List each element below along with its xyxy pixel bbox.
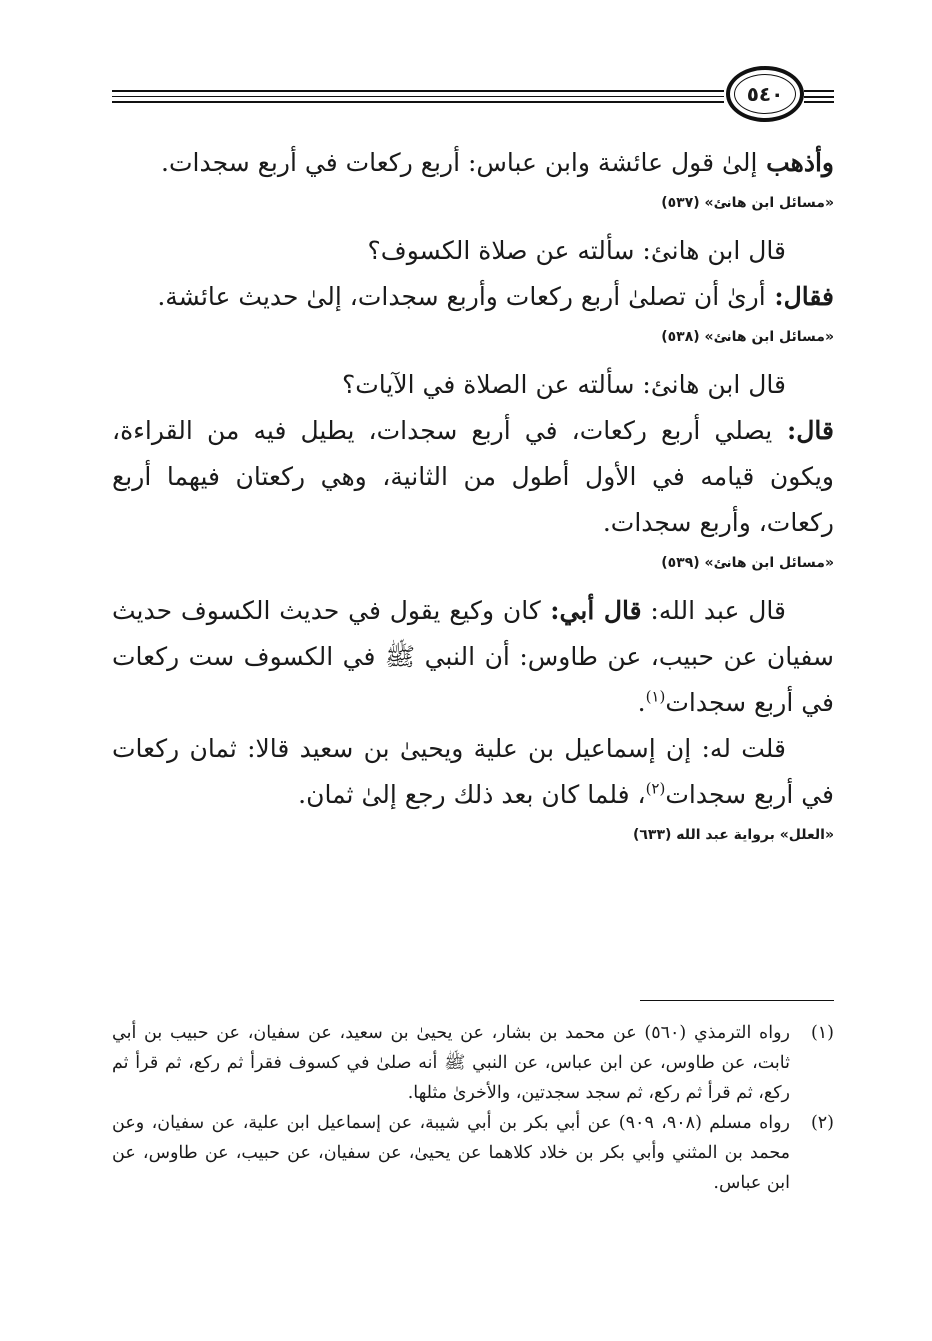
speaker-label: قال: (772, 416, 834, 445)
header-rule (804, 90, 834, 92)
footnote (112, 1108, 834, 1198)
paragraph (112, 140, 834, 186)
text-run: كان وكيع يقول في حديث الكسوف حديث سفيان عن حبيب، عن طاوس: أن النبي ﷺ في الكسوف ست ركعات في أربع سجدات (112, 596, 834, 717)
footnote-number: (١) (810, 1023, 834, 1043)
footnote-ref: (٢) (645, 779, 666, 798)
paragraph (112, 726, 834, 818)
text-run: قلت له: إن إسماعيل بن علية ويحيىٰ بن سعيد قالا: ثمان ركعات في أربع سجدات (112, 734, 834, 809)
footnote-text: رواه مسلم (٩٠٨، ٩٠٩) عن أبي بكر بن أبي شيبة، عن إسماعيل ابن علية، عن سفيان، وعن محمد بن المثني وأبي بكر بن خلاد كلاهما عن يحيىٰ، عن سفيان، عن حبيب، عن طاوس، عن ابن عباس. (112, 1113, 791, 1193)
text-run: يصلي أربع ركعات، في أربع سجدات، يطيل فيه من القراءة، ويكون قيامه في الأول أطول من الثانية، وهي ركعتان فيهما أربع ركعات، وأربع سجدات. (112, 416, 834, 537)
header-rule (804, 96, 834, 98)
text-run: إلىٰ قول عائشة وابن عباس: أربع ركعات في أربع سجدات. (161, 148, 758, 177)
page-header (112, 66, 834, 124)
header-rule (804, 101, 834, 103)
page-number: ٥٤٠ (746, 82, 784, 106)
text-run: ، فلما كان بعد ذلك رجع إلىٰ ثمان. (298, 780, 646, 809)
main-text (112, 140, 834, 860)
source-citation: «العلل» برواية عبد الله (٦٣٣) (632, 827, 834, 843)
text-run: قال عبد الله: (641, 596, 786, 625)
footnote-ref: (١) (645, 687, 666, 706)
source-citation: «مسائل ابن هانئ» (٥٣٧) (661, 195, 834, 211)
header-rule (112, 96, 724, 97)
text-run: قال ابن هانئ: سألته عن صلاة الكسوف؟ (367, 236, 786, 265)
text-run: . (637, 688, 646, 717)
paragraph (112, 274, 834, 320)
page-number-badge (726, 66, 804, 122)
paragraph (112, 408, 834, 546)
footnote (112, 1018, 834, 1108)
text-run: قال ابن هانئ: سألته عن الصلاة في الآيات؟ (341, 370, 786, 399)
text-run: أرىٰ أن تصلىٰ أربع ركعات وأربع سجدات، إلىٰ حديث عائشة. (157, 282, 766, 311)
speaker-label: وأذهب (757, 148, 834, 177)
paragraph (112, 362, 834, 408)
source-citation: «مسائل ابن هانئ» (٥٣٩) (661, 555, 834, 571)
footnote-text: رواه الترمذي (٥٦٠) عن محمد بن بشار، عن يحيىٰ بن سعيد، عن سفيان، عن حبيب بن أبي ثابت، عن طاوس، عن ابن عباس، عن النبي ﷺ أنه صلىٰ في كسوف فقرأ ثم ركع، ثم قرأ ثم ركع، ثم قرأ ثم ركع، ثم سجد سجدتين، والأخرىٰ مثلها. (112, 1023, 790, 1103)
header-rule (112, 101, 724, 103)
footnotes (112, 1018, 834, 1198)
paragraph (112, 588, 834, 726)
footnote-number: (٢) (810, 1113, 834, 1133)
source-citation: «مسائل ابن هانئ» (٥٣٨) (661, 329, 834, 345)
speaker-label: قال أبي: (540, 596, 642, 625)
footnote-separator (640, 1000, 834, 1001)
speaker-label: فقال: (765, 282, 834, 311)
paragraph (112, 228, 834, 274)
header-rule (112, 90, 724, 92)
